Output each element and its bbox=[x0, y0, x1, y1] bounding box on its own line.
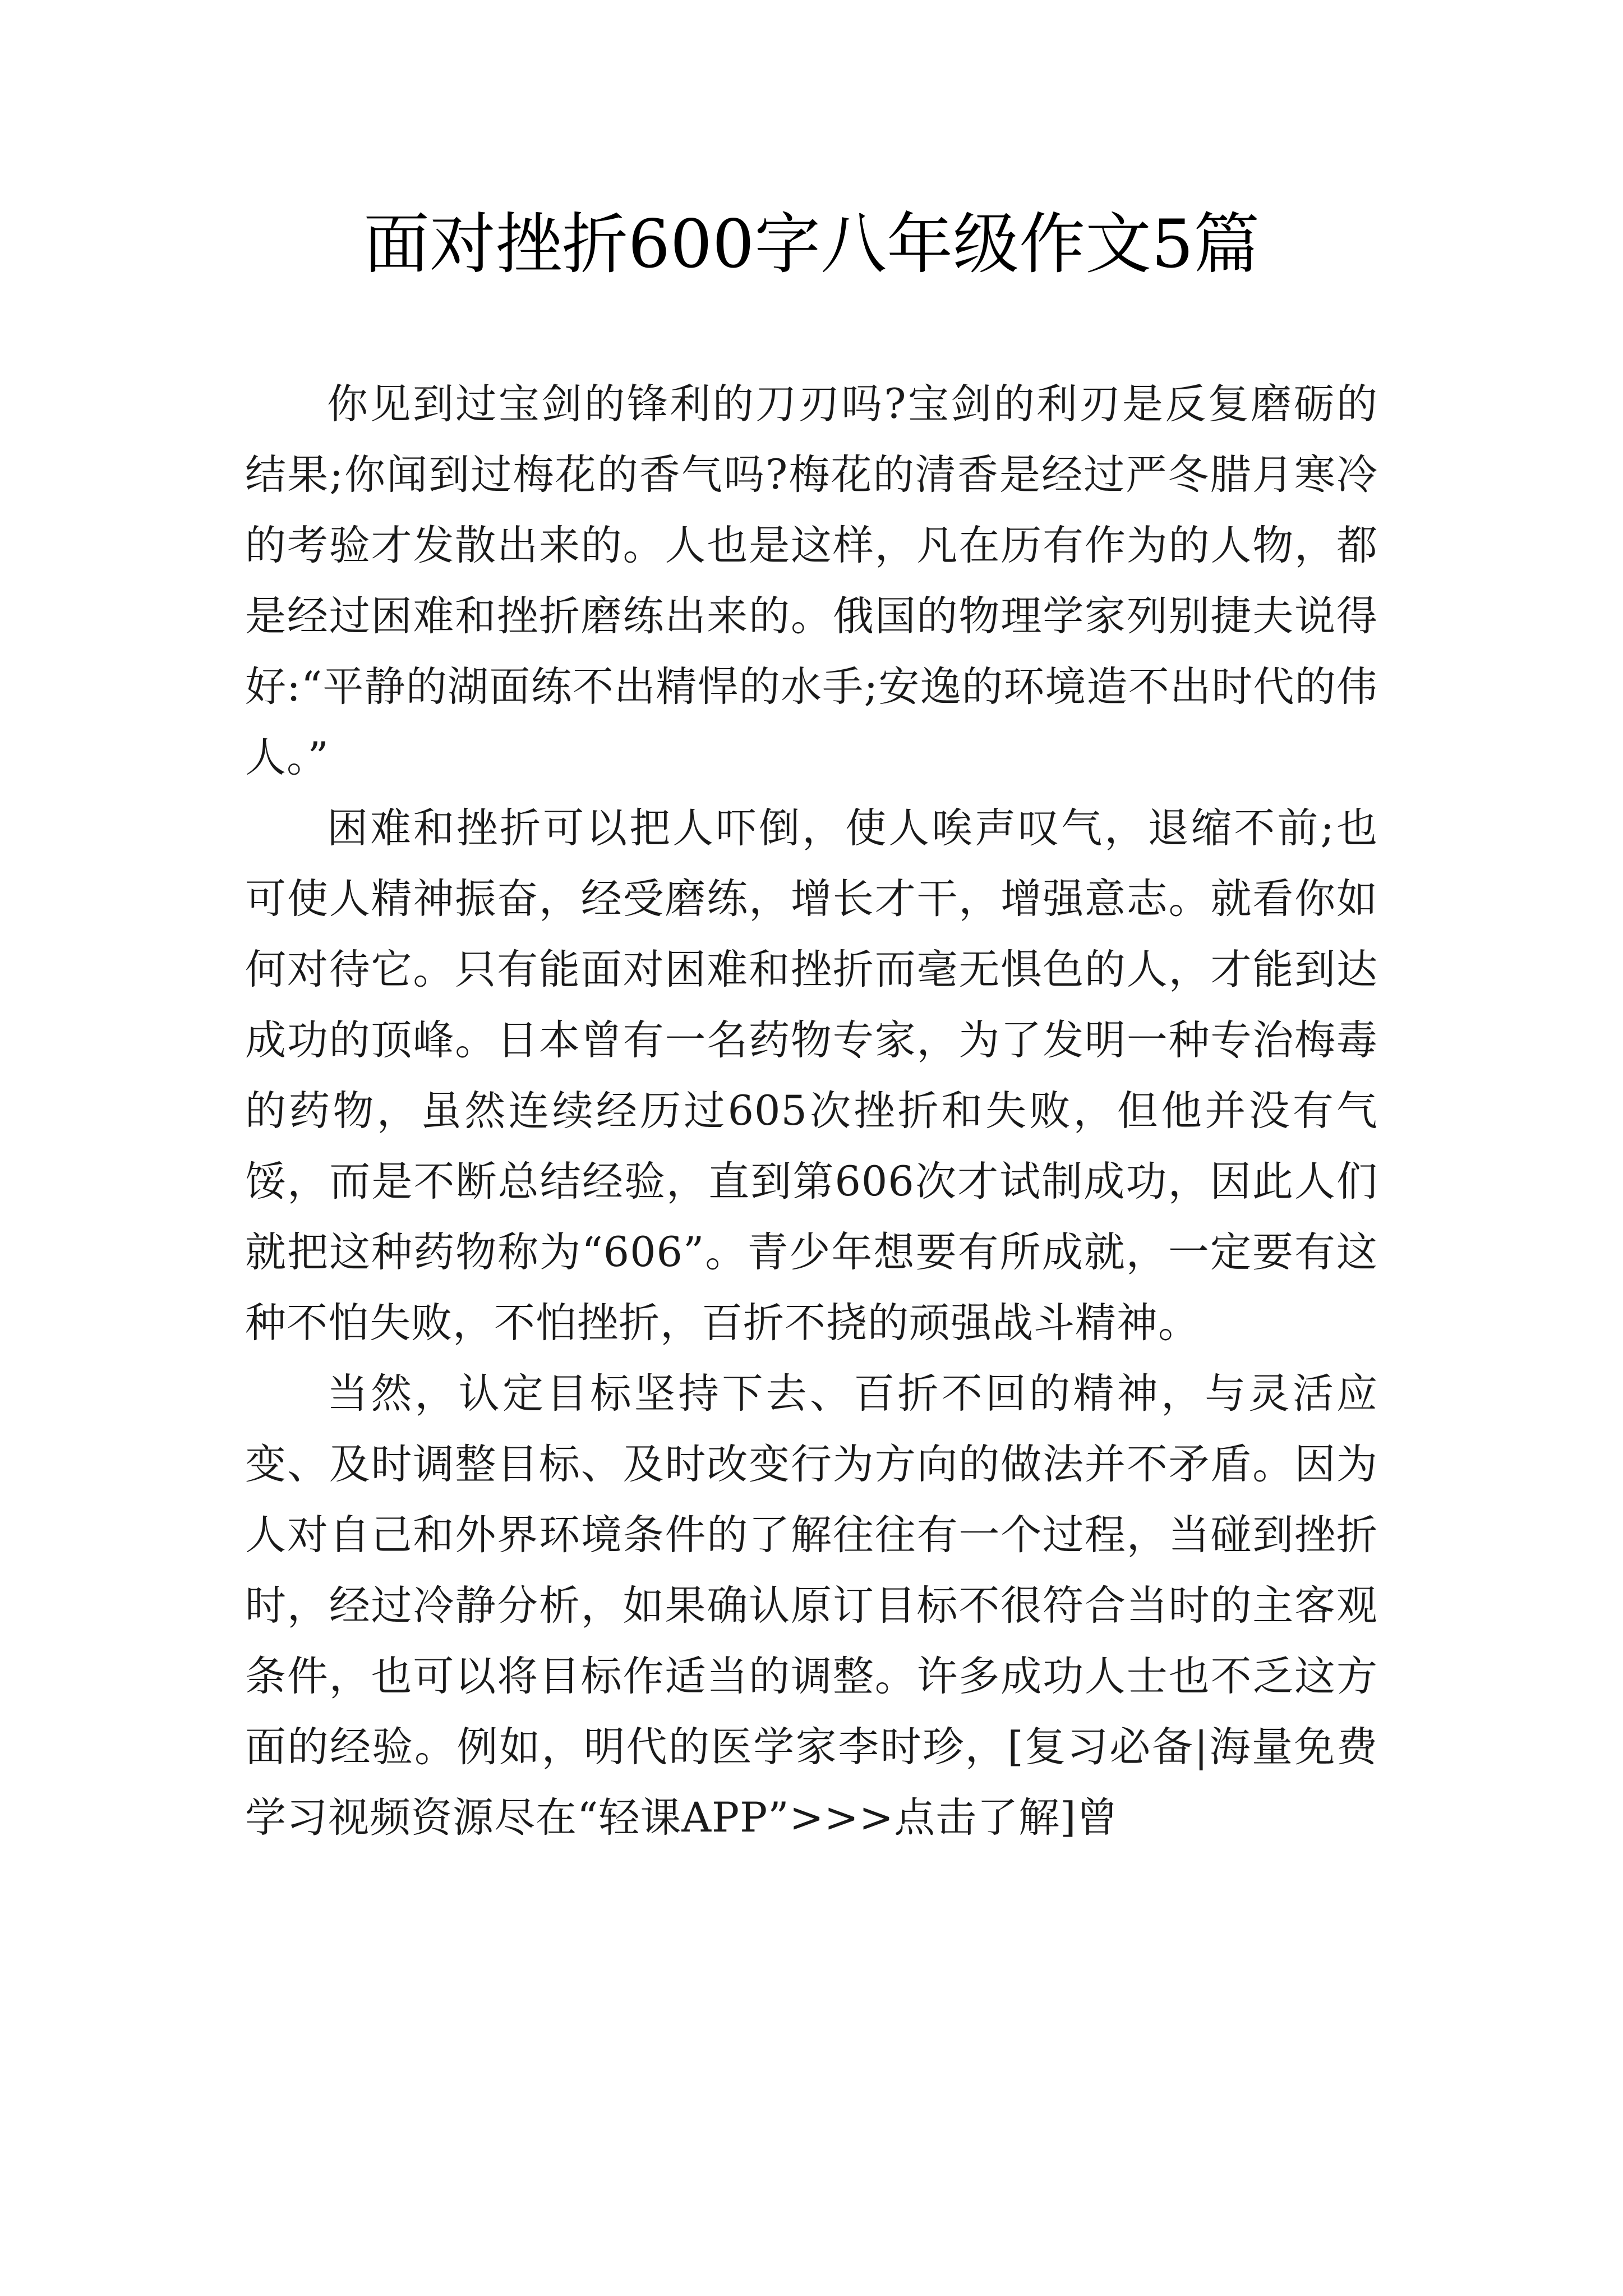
paragraph: 困难和挫折可以把人吓倒，使人唉声叹气，退缩不前;也可使人精神振奋，经受磨练，增长才干，增强意志。就看你如何对待它。只有能面对困难和挫折而毫无惧色的人，才能到达成功的顶峰。日本曾有一名药物专家，为了发明一种专治梅毒的药物，虽然连续经历过605次挫折和失败，但他并没有气馁，而是不断总结经验，直到第606次才试制成功，因此人们就把这种药物称为“606”。青少年想要有所成就，一定要有这种不怕失败，不怕挫折，百折不挠的顽强战斗精神。 bbox=[245, 804, 1378, 1347]
paragraph: 你见到过宝剑的锋利的刀刃吗?宝剑的利刃是反复磨砺的结果;你闻到过梅花的香气吗?梅花的清香是经过严冬腊月寒冷的考验才发散出来的。人也是这样，凡在历有作为的人物，都是经过困难和挫折磨练出来的。俄国的物理学家列别捷夫说得好:“平静的湖面练不出精悍的水手;安逸的环境造不出时代的伟人。” bbox=[245, 380, 1378, 781]
paragraph: 当然，认定目标坚持下去、百折不回的精神，与灵活应变、及时调整目标、及时改变行为方向的做法并不矛盾。因为人对自己和外界环境条件的了解往往有一个过程，当碰到挫折时，经过冷静分析，如果确认原订目标不很符合当时的主客观条件，也可以将目标作适当的调整。许多成功人士也不乏这方面的经验。例如，明代的医学家李时珍，[复习必备|海量免费学习视频资源尽在“轻课APP”>>>点击了解]曾 bbox=[245, 1370, 1378, 1842]
document-body bbox=[245, 369, 1378, 1853]
document-title: 面对挫折600字八年级作文5篇 bbox=[363, 205, 1260, 283]
